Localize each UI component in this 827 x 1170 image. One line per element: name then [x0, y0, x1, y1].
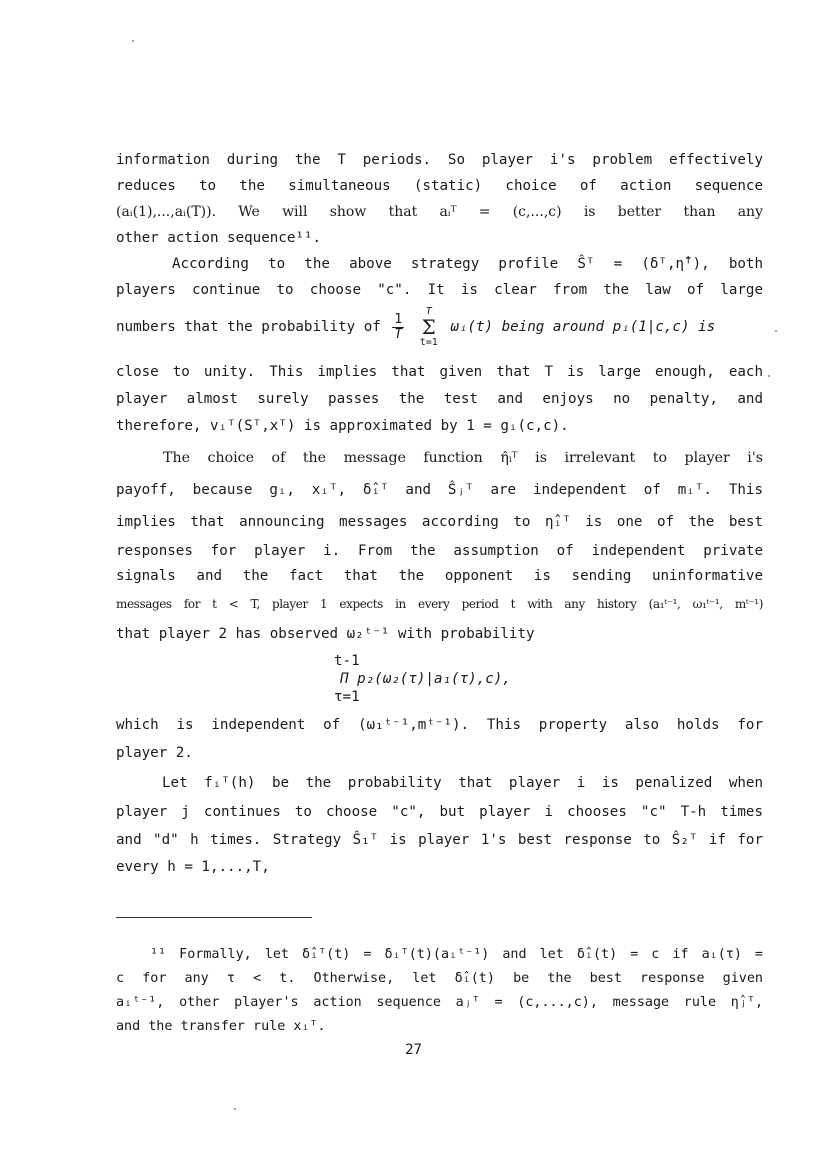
display-equation	[334, 652, 511, 706]
body-line: (aᵢ(1),...,aᵢ(T)). We will show that aᵢᵀ = (c,...,c) is better than any	[116, 204, 763, 220]
body-line: player almost surely passes the test and enjoys no penalty, and	[116, 391, 763, 407]
scan-speck	[768, 375, 770, 377]
body-line: information during the T periods. So player i's problem effectively	[116, 152, 763, 168]
scan-speck	[132, 40, 134, 42]
body-line: player j continues to choose "c", but player i chooses "c" T-h times	[116, 804, 763, 820]
body-line: and "d" h times. Strategy Ŝ₁ᵀ is player 1's best response to Ŝ₂ᵀ if for	[116, 832, 763, 848]
sum-upper-limit: T	[425, 306, 432, 317]
fraction	[392, 313, 404, 342]
product-lower-limit: τ=1	[334, 689, 360, 705]
body-line: payoff, because gᵢ, xᵢᵀ, δ̂ᵢᵀ and Ŝⱼᵀ are independent of mᵢᵀ. This	[116, 482, 763, 498]
body-line: responses for player i. From the assumption of independent private	[116, 543, 763, 559]
body-line: According to the above strategy profile Ŝᵀ = (δᵀ,η̂ᵀ), both	[172, 256, 763, 272]
body-line: every h = 1,...,T,	[116, 859, 270, 875]
page-number: 27	[405, 1042, 422, 1058]
fraction-numerator: 1	[394, 311, 403, 327]
body-line: therefore, vᵢᵀ(Sᵀ,xᵀ) is approximated by 1 = gᵢ(c,c).	[116, 418, 569, 434]
body-line: signals and the fact that the opponent is sending uninformative	[116, 568, 763, 584]
sum-lower-limit: t=1	[419, 337, 438, 348]
summation	[420, 306, 438, 348]
footnote-line: and the transfer rule xᵢᵀ.	[116, 1019, 326, 1035]
body-line: implies that announcing messages according to η̂ᵢᵀ is one of the best	[116, 514, 763, 530]
body-line: that player 2 has observed ω₂ᵗ⁻¹ with probability	[116, 626, 535, 642]
body-line: messages for t < T, player 1 expects in every period t with any history (a₁ᵗ⁻¹, ω₁ᵗ⁻¹, mᵗ⁻¹)	[116, 597, 763, 611]
footnote-rule	[116, 917, 312, 918]
body-line: players continue to choose "c". It is clear from the law of large	[116, 282, 763, 298]
footnote-line: c for any τ < t. Otherwise, let δ̂ᵢ(t) be the best response given	[116, 971, 763, 987]
text-run: ωᵢ(t) being around pᵢ(1|c,c) is	[450, 319, 716, 335]
body-line: which is independent of (ω₁ᵗ⁻¹,mᵗ⁻¹). This property also holds for	[116, 717, 763, 733]
body-line: reduces to the simultaneous (static) choice of action sequence	[116, 178, 763, 194]
sigma-symbol: Σ	[421, 315, 436, 339]
footnote-line: ¹¹ Formally, let δ̂ᵢᵀ(t) = δᵢᵀ(t)(aᵢᵗ⁻¹) and let δ̂ᵢ(t) = c if aᵢ(τ) =	[150, 947, 763, 963]
scan-speck	[234, 1108, 236, 1110]
body-line: other action sequence¹¹.	[116, 230, 321, 246]
body-line: player 2.	[116, 745, 193, 761]
product-expression: Π p₂(ω₂(τ)|a₁(τ),c),	[340, 671, 511, 687]
body-line-with-sum	[116, 306, 763, 350]
product-upper-limit: t-1	[334, 653, 360, 669]
body-line: close to unity. This implies that given that T is large enough, each	[116, 364, 763, 380]
body-line: Let fᵢᵀ(h) be the probability that player i is penalized when	[162, 775, 763, 791]
fraction-denominator: T	[394, 326, 403, 342]
footnote-line: aᵢᵗ⁻¹, other player's action sequence aⱼᵀ = (c,...,c), message rule η̂ⱼᵀ,	[116, 995, 763, 1011]
scan-speck	[775, 330, 777, 332]
body-line: The choice of the message function η̂ᵢᵀ is irrelevant to player i's	[163, 450, 763, 466]
text-run: numbers that the probability of	[116, 319, 381, 335]
